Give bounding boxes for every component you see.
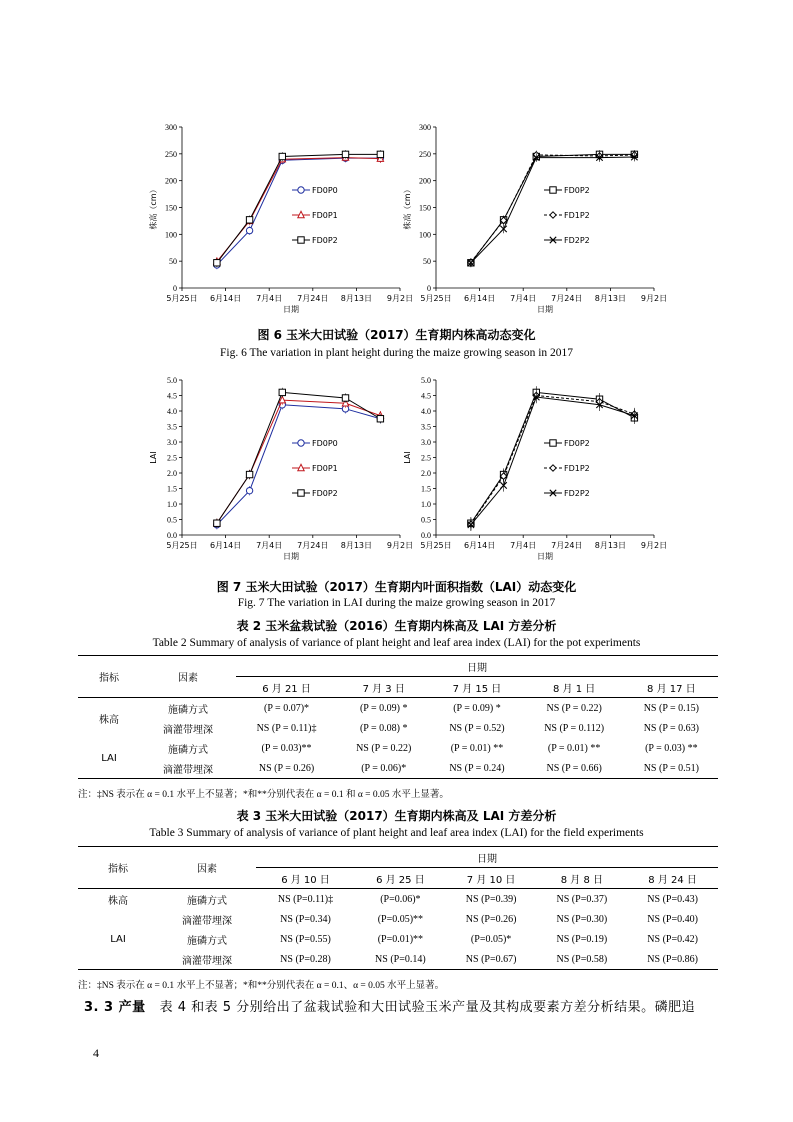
x-tick-label: 7月24日 bbox=[297, 294, 329, 303]
table2-head-date: 日期 bbox=[236, 656, 718, 677]
legend-label: FD2P2 bbox=[564, 236, 590, 245]
data-point bbox=[377, 416, 383, 422]
y-tick-label: 0.0 bbox=[421, 531, 431, 540]
table3-cell: (P=0.05)** bbox=[377, 913, 424, 925]
table3 bbox=[78, 846, 718, 970]
table3-factor: 滴灌带埋深 bbox=[182, 915, 232, 927]
data-point bbox=[298, 187, 304, 193]
x-tick-label: 9月2日 bbox=[640, 294, 668, 303]
y-axis-label: 株高（cm） bbox=[403, 185, 412, 230]
series-FD0P0 bbox=[214, 400, 384, 529]
table3-cell: NS (P=0.67) bbox=[465, 953, 517, 965]
table3-cell: NS (P=0.26) bbox=[465, 913, 517, 925]
fig7-caption-cn: 图 7 玉米大田试验（2017）生育期内叶面积指数（LAI）动态变化 bbox=[216, 580, 577, 594]
table2-cell: (P = 0.06)* bbox=[361, 762, 407, 774]
legend-label: FD0P1 bbox=[312, 211, 338, 220]
table3-date: 6 月 25 日 bbox=[376, 874, 425, 886]
series-FD0P2 bbox=[214, 388, 384, 528]
table3-head-date: 日期 bbox=[256, 847, 718, 868]
y-tick-label: 5.0 bbox=[421, 376, 431, 385]
legend-label: FD0P2 bbox=[564, 186, 590, 195]
y-tick-label: 200 bbox=[419, 176, 431, 186]
x-axis-label: 日期 bbox=[537, 305, 553, 314]
series-line bbox=[471, 157, 635, 263]
x-tick-label: 8月13日 bbox=[340, 541, 373, 550]
table2-cell: (P = 0.03)** bbox=[261, 742, 312, 754]
y-tick-label: 50 bbox=[423, 257, 431, 267]
y-tick-label: 3.5 bbox=[167, 422, 177, 432]
x-tick-label: 8月13日 bbox=[594, 294, 627, 303]
table3-date: 8 月 8 日 bbox=[560, 874, 603, 886]
table2-head-factor: 因素 bbox=[178, 673, 198, 684]
table3-cell: (P=0.01)** bbox=[377, 933, 424, 945]
table2-cell: NS (P = 0.15) bbox=[643, 702, 699, 714]
table3-title-en: Table 3 Summary of analysis of variance of plant height and leaf area index (LAI) for the field experiments bbox=[149, 827, 644, 839]
table3-date: 6 月 10 日 bbox=[281, 874, 330, 886]
x-axis-label: 日期 bbox=[283, 305, 299, 314]
legend-label: FD0P2 bbox=[564, 439, 590, 448]
data-point bbox=[214, 520, 220, 526]
data-point bbox=[279, 153, 285, 159]
legend-label: FD0P2 bbox=[312, 489, 338, 498]
data-point bbox=[214, 260, 220, 266]
table3-cell: NS (P=0.28) bbox=[280, 953, 331, 965]
y-axis-label: LAI bbox=[149, 451, 158, 464]
y-tick-label: 3.5 bbox=[421, 422, 431, 432]
table3-factor: 施磷方式 bbox=[187, 895, 227, 907]
table2-date: 8 月 1 日 bbox=[553, 683, 596, 695]
x-tick-label: 9月2日 bbox=[386, 541, 414, 550]
series-line bbox=[471, 154, 635, 262]
y-tick-label: 250 bbox=[165, 149, 177, 159]
section-paragraph bbox=[84, 996, 695, 1015]
legend-label: FD1P2 bbox=[564, 211, 590, 220]
table2-cell: (P = 0.01) ** bbox=[547, 742, 601, 754]
y-tick-label: 5.0 bbox=[167, 376, 177, 385]
legend-label: FD0P0 bbox=[312, 439, 338, 448]
section-heading: 3. 3 产量 bbox=[84, 1000, 146, 1015]
table2-cell: (P = 0.09) * bbox=[359, 702, 408, 714]
y-tick-label: 1.5 bbox=[167, 484, 177, 494]
y-tick-label: 2.0 bbox=[421, 469, 431, 478]
data-point bbox=[342, 395, 348, 401]
x-tick-label: 7月4日 bbox=[510, 541, 537, 550]
table2-cell: NS (P = 0.63) bbox=[643, 722, 699, 734]
y-tick-label: 1.0 bbox=[167, 500, 177, 509]
table3-cell: NS (P=0.19) bbox=[556, 933, 608, 945]
y-tick-label: 0.5 bbox=[421, 515, 431, 525]
y-tick-label: 200 bbox=[165, 176, 177, 186]
table2-cell: NS (P = 0.22) bbox=[356, 742, 412, 754]
series-line bbox=[217, 158, 381, 265]
data-point bbox=[550, 212, 556, 218]
table2-cell: (P = 0.09) * bbox=[453, 702, 501, 714]
y-tick-label: 4.0 bbox=[167, 407, 177, 416]
table3-date: 8 月 24 日 bbox=[648, 874, 697, 886]
y-tick-label: 0 bbox=[427, 284, 431, 293]
table2-date: 7 月 15 日 bbox=[452, 683, 502, 695]
table2-index-lai: LAI bbox=[101, 752, 117, 764]
data-point bbox=[377, 151, 383, 157]
y-tick-label: 0 bbox=[173, 284, 177, 293]
x-tick-label: 7月4日 bbox=[256, 294, 283, 303]
table3-cell: NS (P=0.30) bbox=[556, 913, 608, 925]
y-tick-label: 100 bbox=[165, 230, 177, 240]
table3-date: 7 月 10 日 bbox=[466, 874, 516, 886]
data-point bbox=[246, 471, 252, 477]
series-FD0P2 bbox=[468, 150, 638, 267]
page-number: 4 bbox=[93, 1046, 99, 1060]
table2-cell: NS (P = 0.24) bbox=[449, 762, 505, 774]
x-axis-label: 日期 bbox=[537, 552, 553, 561]
table3-cell: NS (P=0.39) bbox=[465, 893, 517, 905]
legend-label: FD0P1 bbox=[312, 464, 338, 473]
series-FD0P2 bbox=[214, 150, 384, 267]
series-FD0P1 bbox=[214, 153, 384, 266]
legend-label: FD0P0 bbox=[312, 186, 338, 195]
table2-factor: 施磷方式 bbox=[168, 744, 208, 756]
table3-head-index: 指标 bbox=[108, 864, 128, 875]
table3-cell: NS (P=0.42) bbox=[647, 933, 698, 945]
x-axis-label: 日期 bbox=[283, 552, 299, 561]
y-tick-label: 150 bbox=[165, 203, 177, 213]
x-tick-label: 7月4日 bbox=[510, 294, 537, 303]
y-tick-label: 2.5 bbox=[167, 453, 177, 463]
table3-cell: (P=0.05)* bbox=[470, 933, 512, 945]
table2-cell: (P = 0.03) ** bbox=[645, 742, 698, 754]
table2-head-index: 指标 bbox=[99, 673, 119, 684]
series-FD2P2 bbox=[468, 153, 638, 267]
x-tick-label: 5月25日 bbox=[420, 294, 452, 303]
fig7-caption-en: Fig. 7 The variation in LAI during the maize growing season in 2017 bbox=[237, 597, 556, 609]
y-tick-label: 150 bbox=[419, 203, 431, 213]
series-FD2P2 bbox=[468, 391, 638, 531]
x-tick-label: 6月14日 bbox=[463, 541, 496, 550]
x-tick-label: 5月25日 bbox=[166, 294, 198, 303]
series-FD0P0 bbox=[214, 154, 384, 269]
table3-factor: 滴灌带埋深 bbox=[182, 955, 232, 967]
data-point bbox=[342, 151, 348, 157]
data-point bbox=[298, 490, 304, 496]
y-tick-label: 4.5 bbox=[421, 391, 431, 401]
table3-cell: NS (P=0.58) bbox=[556, 953, 608, 965]
x-tick-label: 9月2日 bbox=[640, 541, 668, 550]
x-tick-label: 5月25日 bbox=[420, 541, 452, 550]
table2-cell: (P = 0.08) * bbox=[359, 722, 408, 734]
y-tick-label: 4.5 bbox=[167, 391, 177, 401]
y-tick-label: 1.5 bbox=[421, 484, 431, 494]
plant-height-chart-fd0 bbox=[130, 115, 420, 325]
table3-factor: 施磷方式 bbox=[187, 935, 227, 947]
table2-cell: (P = 0.07)* bbox=[264, 702, 310, 714]
table2-cell: NS (P = 0.26) bbox=[258, 762, 315, 774]
lai-chart-fd0 bbox=[130, 368, 420, 573]
data-point bbox=[550, 187, 556, 193]
y-tick-label: 3.0 bbox=[167, 438, 177, 447]
x-tick-label: 9月2日 bbox=[386, 294, 414, 303]
y-axis-label: LAI bbox=[403, 451, 412, 464]
table2-index-height: 株高 bbox=[99, 714, 119, 726]
x-tick-label: 7月24日 bbox=[551, 541, 583, 550]
fig6-caption-cn: 图 6 玉米大田试验（2017）生育期内株高动态变化 bbox=[257, 328, 536, 342]
legend-label: FD1P2 bbox=[564, 464, 590, 473]
table3-cell: NS (P=0.11)‡ bbox=[277, 893, 334, 905]
data-point bbox=[298, 440, 304, 446]
legend-label: FD0P2 bbox=[312, 236, 338, 245]
x-tick-label: 6月14日 bbox=[209, 294, 242, 303]
table3-index-lai: LAI bbox=[110, 933, 126, 945]
x-tick-label: 8月13日 bbox=[594, 541, 627, 550]
table3-cell: NS (P=0.37) bbox=[556, 893, 608, 905]
table3-note: 注：‡NS 表示在 α = 0.1 水平上不显著；*和**分别代表在 α = 0.1、α = 0.05 水平上显著。 bbox=[78, 981, 445, 991]
x-tick-label: 5月25日 bbox=[166, 541, 198, 550]
x-tick-label: 6月14日 bbox=[463, 294, 496, 303]
table2-date: 6 月 21 日 bbox=[262, 683, 311, 695]
data-point bbox=[246, 227, 252, 233]
table3-cell: NS (P=0.14) bbox=[375, 953, 426, 965]
table2-cell: NS (P = 0.52) bbox=[449, 722, 505, 734]
y-tick-label: 2.0 bbox=[167, 469, 177, 478]
y-tick-label: 100 bbox=[419, 230, 431, 240]
legend-label: FD2P2 bbox=[564, 489, 590, 498]
table3-head-factor: 因素 bbox=[197, 864, 217, 875]
series-FD0P1 bbox=[214, 396, 384, 528]
y-tick-label: 250 bbox=[419, 149, 431, 159]
table3-index-height: 株高 bbox=[108, 895, 128, 907]
y-tick-label: 50 bbox=[169, 257, 177, 267]
y-tick-label: 4.0 bbox=[421, 407, 431, 416]
series-line bbox=[217, 154, 381, 262]
table2-factor: 施磷方式 bbox=[168, 704, 208, 716]
x-tick-label: 7月24日 bbox=[297, 541, 329, 550]
table3-cell: NS (P=0.40) bbox=[647, 913, 698, 925]
y-tick-label: 0.5 bbox=[167, 515, 177, 525]
series-line bbox=[217, 405, 381, 525]
series-line bbox=[471, 155, 635, 262]
y-tick-label: 1.0 bbox=[421, 500, 431, 509]
x-tick-label: 7月24日 bbox=[551, 294, 583, 303]
table2 bbox=[78, 655, 718, 779]
y-tick-label: 300 bbox=[419, 123, 431, 132]
table2-date: 7 月 3 日 bbox=[362, 683, 405, 695]
table2-title-en: Table 2 Summary of analysis of variance of plant height and leaf area index (LAI) for the pot experiments bbox=[152, 637, 641, 649]
section-text: 表 4 和表 5 分别给出了盆栽试验和大田试验玉米产量及其构成要素方差分析结果。磷肥追 bbox=[159, 1000, 696, 1015]
y-tick-label: 300 bbox=[165, 123, 177, 132]
plant-height-chart-p2 bbox=[392, 115, 682, 325]
series-line bbox=[217, 158, 381, 262]
data-point bbox=[246, 217, 252, 223]
fig6-caption-en: Fig. 6 The variation in plant height during the maize growing season in 2017 bbox=[219, 347, 574, 359]
data-point bbox=[550, 465, 556, 471]
table3-cell: NS (P=0.34) bbox=[280, 913, 331, 925]
series-line bbox=[471, 396, 635, 525]
data-point bbox=[550, 440, 556, 446]
table3-cell: (P=0.06)* bbox=[380, 893, 421, 905]
data-point bbox=[298, 237, 304, 243]
series-FD0P2 bbox=[468, 386, 638, 529]
lai-chart-p2 bbox=[392, 368, 682, 573]
table3-cell: NS (P=0.43) bbox=[647, 893, 698, 905]
series-line bbox=[471, 392, 635, 523]
series-line bbox=[217, 400, 381, 523]
y-tick-label: 3.0 bbox=[421, 438, 431, 447]
table3-cell: NS (P=0.86) bbox=[647, 953, 698, 965]
table3-title-cn: 表 3 玉米大田试验（2017）生育期内株高及 LAI 方差分析 bbox=[236, 809, 557, 823]
x-tick-label: 6月14日 bbox=[209, 541, 242, 550]
table2-date: 8 月 17 日 bbox=[647, 683, 696, 695]
data-point bbox=[279, 389, 285, 395]
y-tick-label: 2.5 bbox=[421, 453, 431, 463]
table2-cell: NS (P = 0.51) bbox=[643, 762, 699, 774]
table2-cell: NS (P = 0.11)‡ bbox=[256, 722, 317, 734]
table2-factor: 滴灌带埋深 bbox=[163, 764, 213, 776]
table2-cell: (P = 0.01) ** bbox=[450, 742, 504, 754]
data-point bbox=[246, 487, 252, 493]
series-FD1P2 bbox=[468, 151, 638, 267]
x-tick-label: 7月4日 bbox=[256, 541, 283, 550]
y-axis-label: 株高（cm） bbox=[149, 185, 158, 230]
y-tick-label: 0.0 bbox=[167, 531, 177, 540]
x-tick-label: 8月13日 bbox=[340, 294, 373, 303]
series-line bbox=[471, 397, 635, 525]
series-FD1P2 bbox=[468, 389, 638, 530]
table2-title-cn: 表 2 玉米盆栽试验（2016）生育期内株高及 LAI 方差分析 bbox=[236, 619, 557, 633]
table2-cell: NS (P = 0.112) bbox=[544, 722, 605, 734]
table3-cell: NS (P=0.55) bbox=[280, 933, 331, 945]
table2-note: 注：‡NS 表示在 α = 0.1 水平上不显著；*和**分别代表在 α = 0.1 和 α = 0.05 水平上显著。 bbox=[78, 790, 449, 800]
table2-cell: NS (P = 0.22) bbox=[546, 702, 602, 714]
table2-cell: NS (P = 0.66) bbox=[546, 762, 602, 774]
table2-factor: 滴灌带埋深 bbox=[163, 724, 213, 736]
